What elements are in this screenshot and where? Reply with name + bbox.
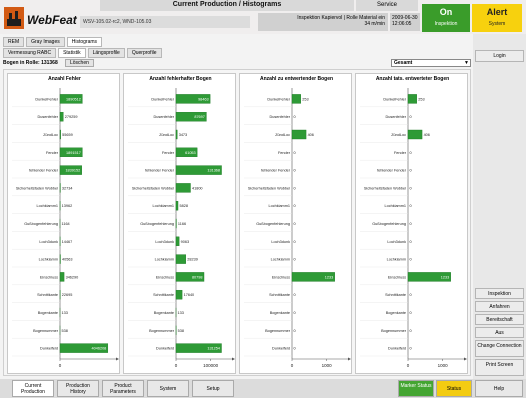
value-label-lochkiamm: 28239 <box>187 257 198 262</box>
category-label-bogenkante: Bogenkante <box>269 311 290 315</box>
category-label-lochkiamm: Lochkiamm <box>154 257 174 262</box>
category-label-einschluss: Einschluss <box>271 275 290 280</box>
category-label-loch3dunk: Loch3dunk <box>271 239 290 244</box>
setup-button[interactable]: Setup <box>192 380 234 397</box>
value-label-fender: 1891517 <box>66 150 81 155</box>
rolle-label <box>3 60 58 66</box>
x-tick-label: 0 <box>290 363 294 368</box>
value-label-einschluss: 346290 <box>65 275 79 280</box>
value-label-lochkiamm: 0 <box>293 257 296 262</box>
category-label-fender: Fender <box>277 150 290 155</box>
category-label-fehlender-fender: fehlender Fender <box>145 168 174 173</box>
category-label-loch3dunk: Loch3dunk <box>39 239 58 244</box>
value-label-lochkiamm1: 0 <box>409 204 412 209</box>
chart-title: Anzahl zu entwertender Bogen <box>259 76 334 82</box>
time-text: 12:06:05 <box>392 21 412 27</box>
category-label-gu-bogenfehlerung: Gußbogenfehlerung <box>256 222 290 226</box>
panel-tats-entwerteter-bogen <box>355 73 468 374</box>
category-label-lochkiamm: Lochkiamm <box>386 257 406 262</box>
category-label-lochkiamm1: Lochkiamm1 <box>36 204 58 209</box>
category-label-fender: Fender <box>161 150 174 155</box>
category-label-fender: Fender <box>45 150 58 155</box>
category-label-fehlender-fender: fehlender Fender <box>261 168 290 173</box>
panel-anzahl-fehler <box>7 73 120 374</box>
bar-dunkelfehler <box>292 94 301 103</box>
value-label-bogenkante: 0 <box>409 311 412 315</box>
value-label-fender: 0 <box>293 150 296 155</box>
value-label-dunkelfeld: 0 <box>293 346 296 351</box>
value-label-einschluss: 80798 <box>191 275 203 280</box>
category-label-lochkiamm: Lochkiamm <box>270 257 290 262</box>
category-label-einschluss: Einschluss <box>39 275 58 280</box>
bar-z-ndloc <box>60 130 61 139</box>
value-label-dunkelfehler: 98463 <box>198 97 209 102</box>
bar-lochkiamm <box>176 255 186 264</box>
category-label-dunkelfeld: Dunkelfeld <box>156 346 174 351</box>
category-label-lochkiamm1: Lochkiamm1 <box>268 204 290 209</box>
header-bar <box>0 0 526 34</box>
bar-lochkiamm1 <box>176 201 178 210</box>
category-label-einschluss: Einschluss <box>155 275 174 280</box>
value-label-fehlender-fender: 131368 <box>207 168 221 173</box>
value-label-schnittkante: 17640 <box>183 293 195 298</box>
x-axis-arrow-icon <box>232 358 235 361</box>
value-label-z-ndloc: 3473 <box>178 133 188 137</box>
category-label-gu-bogenfehlerung: Gußbogenfehlerung <box>140 222 174 226</box>
value-label-z-ndloc: 406 <box>307 133 314 137</box>
inspektion-button[interactable]: Inspektion <box>475 288 524 299</box>
bar-z-ndloc <box>176 130 177 139</box>
category-label-dunkelfeld: Dunkelfeld <box>40 346 58 351</box>
category-label-dusenfehler: Dusenfehler <box>385 115 406 120</box>
help-button[interactable]: Help <box>475 380 523 397</box>
category-label-bogenkante: Bogenkante <box>153 311 174 315</box>
product-parameters-button[interactable]: Product Parameters <box>102 380 144 397</box>
category-label-gu-bogenfehlerung: Gußbogenfehlerung <box>372 222 406 226</box>
value-label-bogennummer: 538 <box>61 328 68 333</box>
on-label: On <box>439 7 453 17</box>
page-title: Current Production / Histograms <box>100 0 354 11</box>
brand-name: WebFeat <box>27 13 77 27</box>
value-label-fehlender-fender: 1839152 <box>65 168 81 173</box>
service-button[interactable]: Service <box>356 0 418 11</box>
value-label-sicherheitsfaden-wobbel: 32734 <box>61 186 73 191</box>
value-label-dusenfehler: 87697 <box>194 115 205 120</box>
x-tick-label: 1000 <box>321 363 332 368</box>
value-label-lochkiamm: 40563 <box>61 257 73 262</box>
loeschen-button[interactable]: Löschen <box>65 59 94 67</box>
bar-z-ndloc <box>292 130 306 139</box>
x-tick-label: 1000 <box>437 363 448 368</box>
current-production-button[interactable]: Current Production <box>12 380 54 397</box>
value-label-dusenfehler: 0 <box>293 115 296 120</box>
value-label-dunkelfehler: 1890512 <box>66 97 81 102</box>
login-button[interactable]: Login <box>475 50 524 62</box>
value-label-einschluss: 1233 <box>440 275 450 280</box>
category-label-sicherheitsfaden-wobbel: Sicherheitsfaden Wobbel <box>131 186 174 191</box>
category-label-z-ndloc: ZündLoc <box>43 133 58 137</box>
category-label-loch3dunk: Loch3dunk <box>387 239 406 244</box>
category-label-dunkelfehler: DunkelFehler <box>151 97 174 102</box>
production-history-button[interactable]: Production History <box>57 380 99 397</box>
webfeat-logo-icon <box>4 7 24 29</box>
value-label-sicherheitsfaden-wobbel: 41800 <box>191 186 203 191</box>
sub-tabs <box>3 48 162 58</box>
value-label-dusenfehler: 0 <box>409 115 412 120</box>
value-label-fender: 61053 <box>185 150 196 155</box>
value-label-bogenkante: 133 <box>61 311 68 315</box>
bar-loch3dunk <box>176 237 179 246</box>
chart-title: Anzahl Fehler <box>48 76 81 82</box>
status-button[interactable]: Status <box>436 380 472 397</box>
category-label-z-ndloc: ZündLoc <box>275 133 290 137</box>
chart-title: Anzahl tats. entwerteter Bogen <box>375 76 450 82</box>
value-label-loch3dunk: 0 <box>409 239 412 244</box>
value-label-sicherheitsfaden-wobbel: 0 <box>293 186 296 191</box>
category-label-sicherheitsfaden-wobbel: Sicherheitsfaden Wobbel <box>15 186 58 191</box>
value-label-lochkiamm1: 13962 <box>61 204 73 209</box>
value-label-gu-bogenfehlerung: 1164 <box>61 222 70 226</box>
alert-label: Alert <box>486 7 508 17</box>
category-label-dunkelfeld: Dunkelfeld <box>272 346 290 351</box>
value-label-bogennummer: 0 <box>409 328 412 333</box>
category-label-bogenkante: Bogenkante <box>385 311 406 315</box>
alert-sub-label: System <box>488 21 506 27</box>
scope-select[interactable] <box>391 59 471 67</box>
chart-zu-entwertender-bogen <box>240 74 353 375</box>
category-label-fehlender-fender: fehlender Fender <box>377 168 406 173</box>
inspection-info-line2: 34 m/min <box>364 21 385 27</box>
value-label-dunkelfehler: 253 <box>418 97 425 102</box>
category-label-sicherheitsfaden-wobbel: Sicherheitsfaden Wobbel <box>363 186 406 191</box>
rolle-value: 131368 <box>41 60 58 66</box>
category-label-dunkelfeld: Dunkelfeld <box>388 346 406 351</box>
date-text: 2009-06-30 <box>392 15 418 21</box>
value-label-z-ndloc: 406 <box>423 133 430 137</box>
category-label-schnittkante: Schnittkante <box>269 293 290 298</box>
category-label-dunkelfehler: DunkelFehler <box>383 97 406 102</box>
value-label-gu-bogenfehlerung: 0 <box>409 222 412 226</box>
aus-button[interactable]: Aus <box>475 327 524 338</box>
chart-fehlerhafter-bogen <box>124 74 237 375</box>
value-label-schnittkante: 0 <box>293 293 296 298</box>
value-label-lochkiamm1: 5828 <box>179 204 188 209</box>
tab-vermessung[interactable]: Vermessung RABC <box>3 48 56 58</box>
tab-querprofile[interactable]: Querprofile <box>127 48 162 58</box>
category-label-dunkelfehler: DunkelFehler <box>267 97 290 102</box>
x-axis-arrow-icon <box>116 358 119 361</box>
bar-schnittkante <box>176 290 182 299</box>
system-button[interactable]: System <box>147 380 189 397</box>
category-label-dusenfehler: Dusenfehler <box>153 115 174 120</box>
value-label-loch3dunk: 9063 <box>180 239 190 244</box>
value-label-fehlender-fender: 0 <box>293 168 296 173</box>
category-label-bogenkante: Bogenkante <box>37 311 58 315</box>
main-tabs <box>3 37 102 47</box>
category-label-schnittkante: Schnittkante <box>153 293 174 298</box>
on-sub-label: Inspektion <box>434 21 458 27</box>
print-screen-button[interactable]: Print Screen <box>475 359 524 376</box>
panel-zu-entwertender-bogen <box>239 73 352 374</box>
chart-tats-entwerteter-bogen <box>356 74 469 375</box>
anfahren-button[interactable]: Anfahren <box>475 301 524 312</box>
bar-dusenfehler <box>60 112 63 121</box>
value-label-bogennummer: 0 <box>293 328 296 333</box>
inspection-info-line1: Inspektion Kapiervol | Rolle Material ein <box>297 15 385 21</box>
value-label-gu-bogenfehlerung: 1166 <box>177 222 187 226</box>
category-label-bogennummer: Bogennummer <box>33 328 58 333</box>
category-label-fender: Fender <box>393 150 406 155</box>
category-label-z-ndloc: ZündLoc <box>391 133 406 137</box>
x-axis-arrow-icon <box>464 358 467 361</box>
value-label-lochkiamm1: 0 <box>293 204 296 209</box>
chevron-down-icon: ▼ <box>464 60 469 66</box>
inspection-info <box>258 13 388 31</box>
category-label-z-ndloc: ZündLoc <box>159 133 174 137</box>
value-label-bogenkante: 133 <box>177 311 184 315</box>
value-label-sicherheitsfaden-wobbel: 0 <box>409 186 412 191</box>
system-alert-status[interactable] <box>472 4 522 32</box>
value-label-z-ndloc: 55659 <box>62 133 73 137</box>
category-label-bogennummer: Bogennummer <box>265 328 290 333</box>
value-label-fender: 0 <box>409 150 412 155</box>
x-tick-label: 0 <box>58 363 62 368</box>
rolle-label-text: Bogen in Rolle: <box>3 60 40 66</box>
histogram-area <box>3 69 471 376</box>
value-label-dusenfehler: 279259 <box>64 115 78 120</box>
footer-bar <box>0 379 526 398</box>
category-label-lochkiamm: Lochkiamm <box>38 257 58 262</box>
inspection-on-status[interactable] <box>422 4 470 32</box>
bereitschaft-button[interactable]: Bereitschaft <box>475 314 524 325</box>
category-label-schnittkante: Schnittkante <box>37 293 58 298</box>
category-label-dunkelfehler: DunkelFehler <box>35 97 58 102</box>
x-tick-label: 0 <box>406 363 410 368</box>
value-label-dunkelfehler: 253 <box>302 97 309 102</box>
category-label-loch3dunk: Loch3dunk <box>155 239 174 244</box>
value-label-loch3dunk: 0 <box>293 239 296 244</box>
value-label-fehlender-fender: 0 <box>409 168 412 173</box>
chart-anzahl-fehler <box>8 74 121 375</box>
version-info: WSV-105.02-rc2, WND-105.03 <box>80 16 250 28</box>
value-label-loch3dunk: 14467 <box>61 239 73 244</box>
category-label-schnittkante: Schnittkante <box>385 293 406 298</box>
category-label-sicherheitsfaden-wobbel: Sicherheitsfaden Wobbel <box>247 186 290 191</box>
value-label-lochkiamm: 0 <box>409 257 412 262</box>
datetime-display <box>390 13 420 31</box>
chart-title: Anzahl fehlerhafter Bogen <box>149 76 212 82</box>
marker-status-button[interactable]: Marker Status <box>398 380 434 397</box>
category-label-einschluss: Einschluss <box>387 275 406 280</box>
category-label-gu-bogenfehlerung: Gußbogenfehlerung <box>24 222 58 226</box>
x-axis-arrow-icon <box>348 358 351 361</box>
category-label-fehlender-fender: fehlender Fender <box>29 168 58 173</box>
tab-histograms[interactable]: Histograms <box>67 37 102 47</box>
value-label-gu-bogenfehlerung: 0 <box>293 222 296 226</box>
right-sidebar <box>473 34 526 379</box>
value-label-dunkelfeld: 4046208 <box>91 346 107 351</box>
tab-rem[interactable]: REM <box>3 37 24 47</box>
value-label-bogenkante: 0 <box>293 311 296 315</box>
value-label-bogennummer: 538 <box>177 328 185 333</box>
category-label-dusenfehler: Dusenfehler <box>269 115 290 120</box>
bar-einschluss <box>60 272 64 281</box>
category-label-dusenfehler: Dusenfehler <box>37 115 58 120</box>
value-label-dunkelfeld: 0 <box>409 346 412 351</box>
change-connection-button[interactable]: Change Connection <box>475 340 524 357</box>
bar-dunkelfehler <box>408 94 417 103</box>
bar-z-ndloc <box>408 130 422 139</box>
category-label-bogennummer: Bogennummer <box>381 328 406 333</box>
value-label-schnittkante: 22695 <box>61 293 73 298</box>
bar-sicherheitsfaden-wobbel <box>176 183 190 192</box>
category-label-bogennummer: Bogennummer <box>149 328 174 333</box>
tab-laengsprofile[interactable]: Längsprofile <box>88 48 125 58</box>
scope-select-value: Gesamt <box>394 60 413 66</box>
rolle-row <box>3 59 471 68</box>
value-label-dunkelfeld: 131254 <box>207 346 221 351</box>
tab-gray-images[interactable]: Gray Images <box>26 37 65 47</box>
category-label-lochkiamm1: Lochkiamm1 <box>152 204 174 209</box>
tab-statistik[interactable]: Statistik <box>58 48 86 58</box>
category-label-lochkiamm1: Lochkiamm1 <box>384 204 406 209</box>
value-label-einschluss: 1233 <box>324 275 334 280</box>
panel-fehlerhafter-bogen <box>123 73 236 374</box>
value-label-schnittkante: 0 <box>409 293 412 298</box>
x-tick-label: 0 <box>174 363 178 368</box>
x-tick-label: 100000 <box>203 363 219 368</box>
